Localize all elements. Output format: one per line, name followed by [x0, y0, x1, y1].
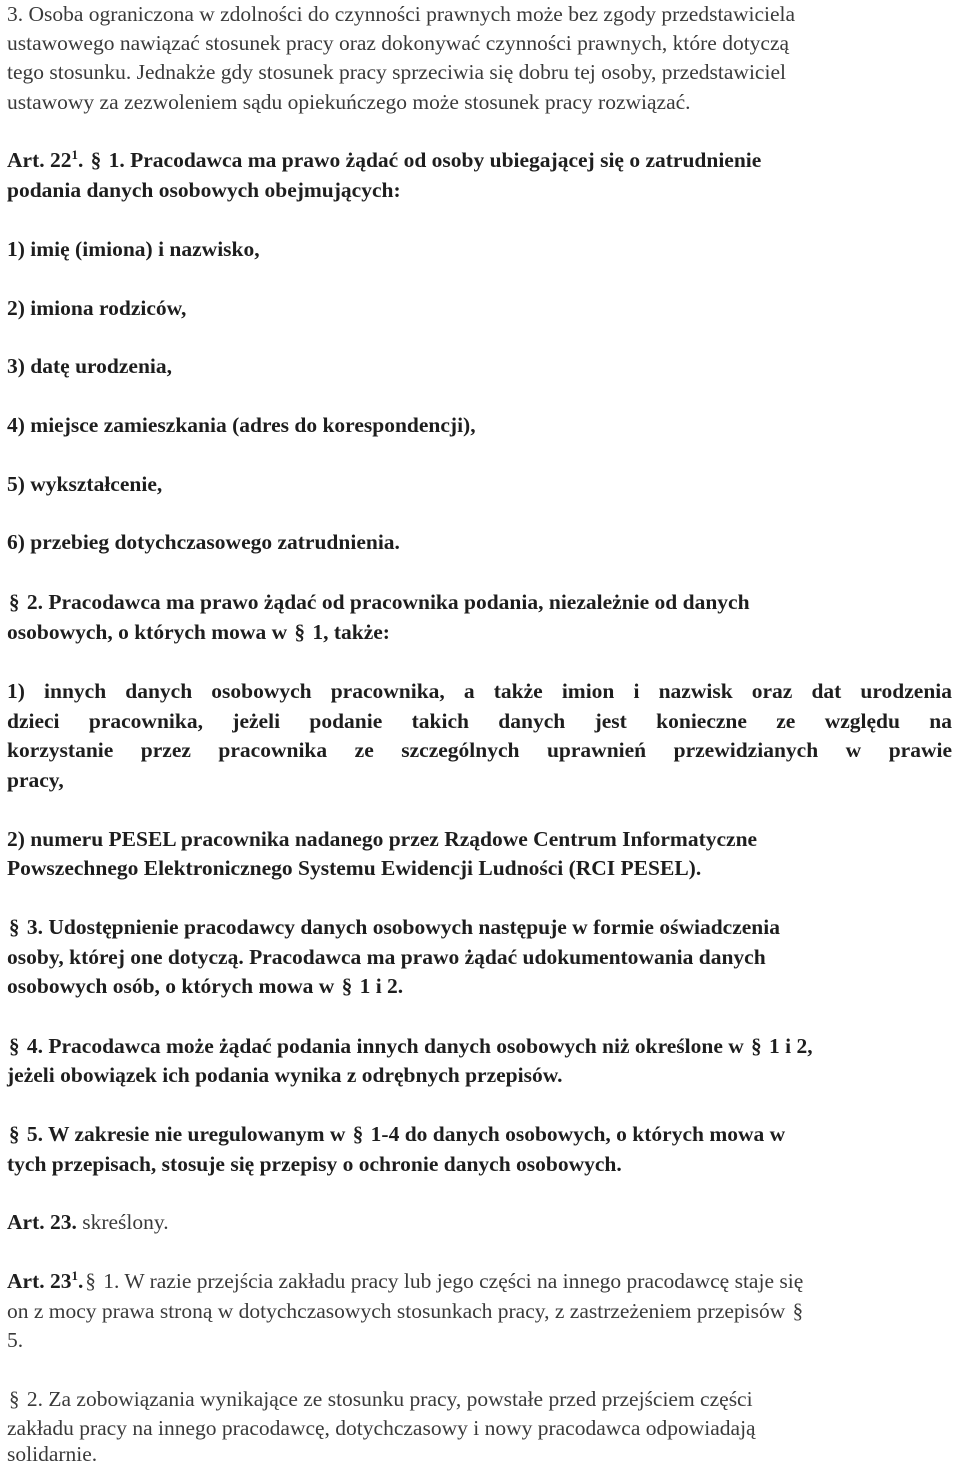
section-sign: § — [90, 148, 102, 172]
art-23-1-par-2-line-1 — [7, 1385, 960, 1414]
art-23-1-par-2-line-2: zakładu pracy na innego pracodawcę, dotychczasowy i nowy pracodawca odpowiadają — [7, 1416, 756, 1440]
paragraph-text: 1 i 2, — [763, 1034, 813, 1058]
list-item: 4) miejsce zamieszkania (adres do korespondencji), — [7, 413, 476, 437]
paragraph-text: 4. Pracodawca może żądać podania innych danych osobowych niż określone w — [21, 1034, 750, 1058]
section-sign: § — [294, 620, 305, 644]
intro-line-4: ustawowy za zezwoleniem sądu opiekuńczego może stosunek pracy rozwiązać. — [7, 90, 691, 114]
list-item: 3) datę urodzenia, — [7, 354, 173, 378]
section-sign: § — [9, 1387, 20, 1411]
art-22-1-par-3-line-1 — [7, 913, 960, 942]
par-2-item-2-line: 2) numeru PESEL pracownika nadanego przez Rządowe Centrum Informatyczne — [7, 827, 758, 851]
list-item: 5) wykształcenie, — [7, 472, 163, 496]
art-23-1-par-2-line-3: solidarnie. — [7, 1442, 98, 1466]
art-23-line — [7, 1208, 960, 1237]
paragraph-text: 2. Za zobowiązania wynikające ze stosunku pracy, powstałe przed przejściem części — [21, 1387, 753, 1411]
paragraph-text: on z mocy prawa stroną w dotychczasowych stosunkach pracy, z zastrzeżeniem przepisów — [7, 1299, 786, 1323]
intro-line-2: ustawowego nawiązać stosunek pracy oraz dokonywać czynności prawnych, które dotyczą — [7, 31, 790, 55]
paragraph-text: osobowych osób, o których mowa w — [7, 974, 340, 998]
section-sign: § — [9, 1122, 20, 1146]
art-22-1-par-2-line-1 — [7, 588, 960, 617]
intro-line-1: 3. Osoba ograniczona w zdolności do czynności prawnych może bez zgody przedstawiciela — [7, 2, 796, 26]
paragraph-text: 1, także: — [306, 620, 390, 644]
art-22-1-par-2-line-2 — [7, 618, 960, 647]
article-superscript: 1 — [71, 147, 78, 163]
list-item: 2) imiona rodziców, — [7, 296, 187, 320]
heading-punct: . — [77, 1269, 84, 1293]
art-22-1-par-1-line-2: podania danych osobowych obejmujących: — [7, 178, 401, 202]
art-22-1-par-3-line-3 — [7, 972, 960, 1001]
article-heading: Art. 23. — [7, 1210, 77, 1234]
paragraph-text: 1. W razie przejścia zakładu pracy lub jego części na innego pracodawcę staje się — [97, 1269, 804, 1293]
paragraph-text: 1-4 do danych osobowych, o których mowa w — [365, 1122, 786, 1146]
section-sign: § — [751, 1034, 762, 1058]
section-sign: § — [341, 974, 353, 998]
list-item: 6) przebieg dotychczasowego zatrudnienia. — [7, 530, 400, 554]
paragraph-text: 1 i 2. — [354, 974, 404, 998]
art-23-1-par-1-line-2 — [7, 1297, 960, 1326]
art-22-1-par-1-line-1 — [7, 146, 960, 175]
art-22-1-par-5-line-1 — [7, 1120, 960, 1149]
section-sign: § — [352, 1122, 364, 1146]
section-sign: § — [9, 1034, 20, 1058]
art-23-1-par-1-line-3: 5. — [7, 1328, 24, 1352]
paragraph-text: osobowych, o których mowa w — [7, 620, 293, 644]
art-23-1-par-1-line-1 — [7, 1267, 960, 1296]
heading-punct: . — [77, 148, 89, 172]
art-22-1-par-4-line-1 — [7, 1032, 960, 1061]
list-item: 1) imię (imiona) i nazwisko, — [7, 237, 260, 261]
art-22-1-par-4-line-2: jeżeli obowiązek ich podania wynika z odrębnych przepisów. — [7, 1063, 563, 1087]
par-2-item-1-line: 1) innych danych osobowych pracownika, a także imion i nazwisk oraz dat urodzenia — [7, 679, 952, 703]
par-2-item-2-line: Powszechnego Elektronicznego Systemu Ewidencji Ludności (RCI PESEL). — [7, 856, 702, 880]
par-2-item-1-line: korzystanie przez pracownika ze szczególnych uprawnień przewidzianych w prawie — [7, 738, 952, 762]
paragraph-text: 2. Pracodawca ma prawo żądać od pracownika podania, niezależnie od danych — [21, 590, 750, 614]
par-2-item-1-line: dzieci pracownika, jeżeli podanie takich danych jest konieczne ze względu na — [7, 709, 952, 733]
section-sign: § — [792, 1299, 804, 1323]
article-heading: Art. 22 — [7, 148, 72, 172]
art-22-1-par-5-line-2: tych przepisach, stosuje się przepisy o ochronie danych osobowych. — [7, 1152, 622, 1176]
article-superscript: 1 — [71, 1268, 78, 1284]
section-sign: § — [9, 915, 20, 939]
paragraph-text: skreślony. — [76, 1210, 169, 1234]
par-2-item-1-line: pracy, — [7, 768, 64, 792]
paragraph-text: 3. Udostępnienie pracodawcy danych osobowych następuje w formie oświadczenia — [21, 915, 780, 939]
paragraph-text: 5. W zakresie nie uregulowanym w — [21, 1122, 351, 1146]
art-22-1-par-3-line-2: osoby, której one dotyczą. Pracodawca ma prawo żądać udokumentowania danych — [7, 945, 766, 969]
section-sign: § — [85, 1269, 96, 1293]
paragraph-text: 1. Pracodawca ma prawo żądać od osoby ubiegającej się o zatrudnienie — [103, 148, 762, 172]
section-sign: § — [9, 590, 20, 614]
intro-line-3: tego stosunku. Jednakże gdy stosunek pracy sprzeciwia się dobru tej osoby, przedstawiciel — [7, 60, 786, 84]
article-heading: Art. 23 — [7, 1269, 72, 1293]
